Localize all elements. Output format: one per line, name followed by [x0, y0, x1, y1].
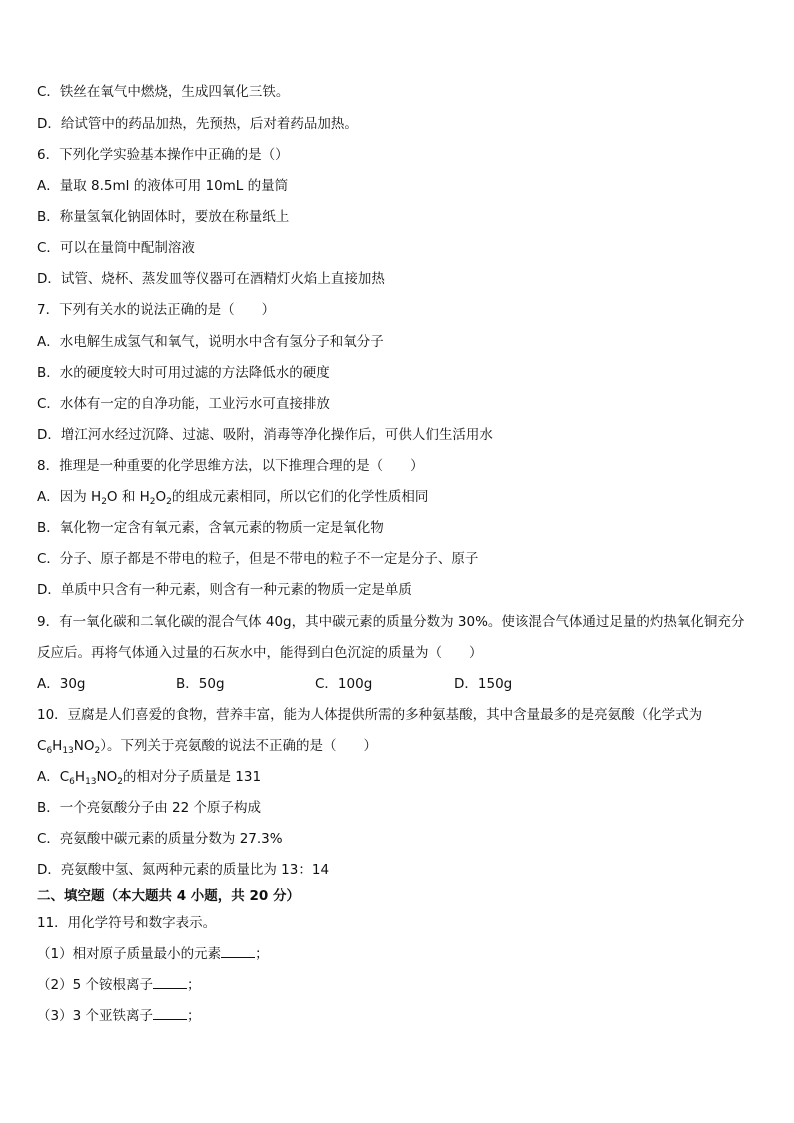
question-10-line-2: $C_6H_{13}NO_2$）。下列关于亮氨酸的说法不正确的是（ ） [37, 738, 377, 756]
answer-blank [153, 1007, 187, 1020]
q9-option-c: C．100g [315, 676, 373, 692]
q8-option-d: D．单质中只含有一种元素，则含有一种元素的物质一定是单质 [37, 582, 412, 598]
q8-option-a: A．因为 $H_2O$ 和 $H_2O_2$的组成元素相同，所以它们的化学性质相同 [37, 489, 429, 507]
q11-item-2: （2）5 个铵根离子 ； [37, 977, 201, 993]
q9-option-b: B．50g [176, 676, 225, 692]
q5-option-c: C．铁丝在氧气中燃烧，生成四氧化三铁。 [37, 84, 290, 100]
answer-blank [153, 976, 187, 989]
q6-option-c: C．可以在量筒中配制溶液 [37, 240, 195, 256]
section-2-heading: 二、填空题（本大题共 4 小题，共 20 分） [37, 888, 300, 904]
q9-options [37, 674, 774, 694]
q11-item-1: （1）相对原子质量最小的元素 ； [37, 946, 269, 962]
q6-option-b: B．称量氢氧化钠固体时，要放在称量纸上 [37, 209, 290, 225]
q6-option-d: D．试管、烧杯、蒸发皿等仪器可在酒精灯火焰上直接加热 [37, 271, 385, 287]
question-6: 6．下列化学实验基本操作中正确的是（） [37, 147, 289, 163]
q7-option-d: D．增江河水经过沉降、过滤、吸附，消毒等净化操作后，可供人们生活用水 [37, 427, 493, 443]
q10-option-c: C．亮氨酸中碳元素的质量分数为 27.3% [37, 831, 283, 847]
q7-option-a: A．水电解生成氢气和氧气，说明水中含有氢分子和氧分子 [37, 334, 384, 350]
question-10-line-1: 10．豆腐是人们喜爱的食物，营养丰富，能为人体提供所需的多种氨基酸，其中含量最多的是亮氨酸（化学式为 [37, 707, 703, 723]
question-9-line-2: 反应后。再将气体通入过量的石灰水中，能得到白色沉淀的质量为（ ） [37, 645, 483, 661]
q10-option-d: D．亮氨酸中氢、氮两种元素的质量比为 13：14 [37, 862, 330, 878]
question-9-line-1: 9．有一氧化碳和二氧化碳的混合气体 40g，其中碳元素的质量分数为 30%。使该混合气体通过足量的灼热氧化铜充分 [37, 614, 745, 630]
question-7: 7．下列有关水的说法正确的是（ ） [37, 302, 276, 318]
q9-option-a: A．30g [37, 676, 86, 692]
q8-option-b: B．氧化物一定含有氧元素，含氧元素的物质一定是氧化物 [37, 520, 384, 536]
answer-blank [221, 945, 255, 958]
q7-option-c: C．水体有一定的自净功能，工业污水可直接排放 [37, 396, 330, 412]
q6-option-a: A．量取 8.5ml 的液体可用 10mL 的量筒 [37, 178, 289, 194]
q10-option-b: B．一个亮氨酸分子由 22 个原子构成 [37, 800, 262, 816]
q10-option-a: A．$C_6H_{13}NO_2$的相对分子质量是 131 [37, 769, 262, 787]
q7-option-b: B．水的硬度较大时可用过滤的方法降低水的硬度 [37, 365, 330, 381]
question-8: 8．推理是一种重要的化学思维方法，以下推理合理的是（ ） [37, 458, 424, 474]
q11-item-3: （3）3 个亚铁离子 ； [37, 1008, 201, 1024]
q9-option-d: D．150g [454, 676, 513, 692]
question-11: 11．用化学符号和数字表示。 [37, 915, 217, 931]
q5-option-d: D．给试管中的药品加热，先预热，后对着药品加热。 [37, 116, 358, 132]
q8-option-c: C．分子、原子都是不带电的粒子，但是不带电的粒子不一定是分子、原子 [37, 551, 479, 567]
